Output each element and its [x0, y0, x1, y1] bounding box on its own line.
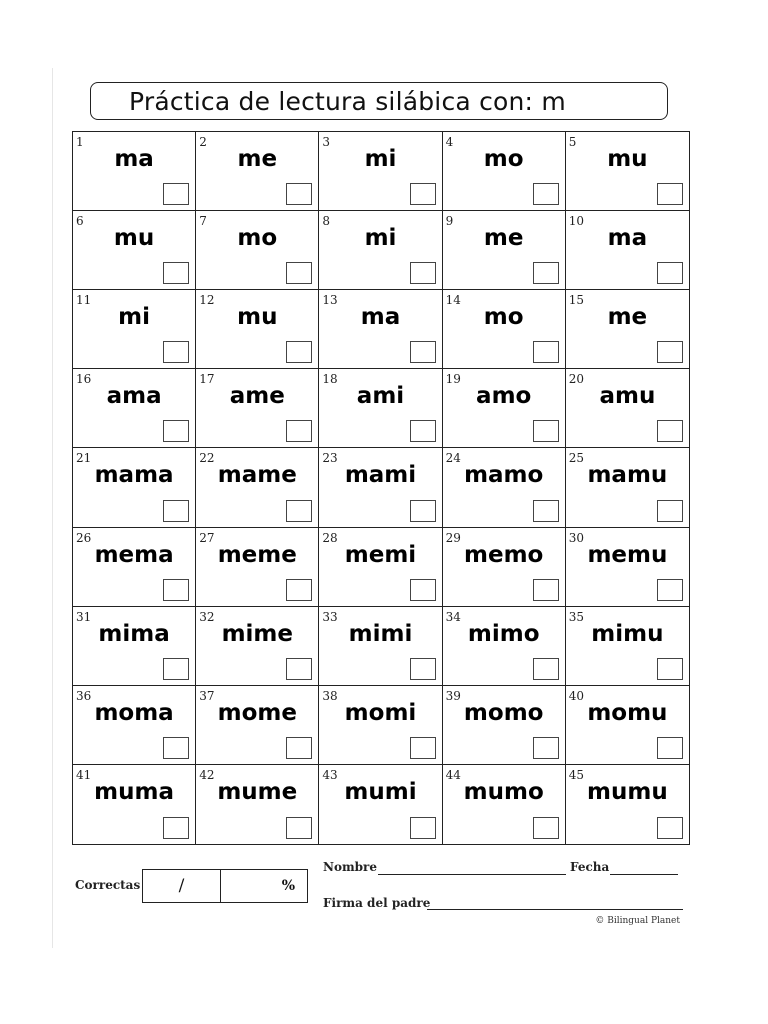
syllable-cell: [319, 448, 442, 527]
cell-number: 25: [568, 451, 585, 466]
checkbox[interactable]: [657, 658, 683, 680]
cell-syllable: mo: [237, 225, 278, 252]
score-count-field[interactable]: [143, 870, 221, 902]
cell-number: 27: [199, 530, 215, 545]
checkbox[interactable]: [533, 658, 559, 680]
nombre-label: Nombre: [323, 860, 378, 874]
page-title: Práctica de lectura silábica con: m: [129, 86, 566, 116]
cell-number: 2: [199, 135, 207, 149]
checkbox[interactable]: [286, 817, 312, 839]
cell-syllable: mumi: [344, 778, 417, 805]
cell-syllable: mo: [483, 146, 524, 172]
syllable-cell: [196, 290, 319, 369]
syllable-cell: [73, 132, 196, 211]
cell-syllable: mi: [118, 304, 151, 331]
checkbox[interactable]: [410, 817, 436, 839]
cell-number: 20: [568, 372, 585, 387]
score-percent: %: [281, 878, 295, 894]
checkbox[interactable]: [286, 500, 312, 522]
cell-syllable: amu: [599, 383, 656, 410]
cell-number: 22: [199, 451, 215, 466]
checkbox[interactable]: [410, 658, 436, 680]
cell-syllable: ma: [360, 304, 401, 331]
cell-number: 19: [445, 372, 461, 387]
cell-syllable: mi: [364, 225, 397, 252]
cell-syllable: mime: [221, 620, 293, 647]
syllable-cell: [196, 369, 319, 448]
fecha-line[interactable]: [610, 874, 678, 875]
checkbox[interactable]: [657, 817, 683, 839]
syllable-cell: [196, 686, 319, 765]
cell-number: 11: [76, 293, 92, 308]
cell-syllable: mu: [237, 304, 278, 331]
cell-syllable: mimi: [348, 620, 413, 647]
checkbox[interactable]: [657, 262, 683, 284]
cell-number: 12: [199, 293, 215, 308]
cell-syllable: mi: [364, 146, 397, 172]
syllable-cell: [566, 290, 689, 369]
cell-syllable: muma: [94, 778, 174, 805]
syllable-cell: [443, 686, 566, 765]
cell-number: 4: [445, 135, 454, 149]
syllable-cell: [443, 132, 566, 211]
syllable-cell: [319, 528, 442, 607]
cell-syllable: ma: [607, 225, 648, 252]
cell-syllable: mimo: [467, 620, 540, 647]
checkbox[interactable]: [533, 420, 559, 442]
cell-syllable: me: [237, 146, 278, 172]
score-percent-field[interactable]: [221, 870, 307, 902]
cell-number: 35: [568, 609, 585, 624]
checkbox[interactable]: [163, 341, 189, 363]
cell-syllable: mema: [94, 541, 174, 568]
checkbox[interactable]: [410, 737, 436, 759]
score-slash: /: [178, 876, 185, 896]
checkbox[interactable]: [286, 579, 312, 601]
syllable-cell: [566, 211, 689, 290]
cell-number: 16: [76, 372, 92, 387]
credit-text: © Bilingual Planet: [595, 916, 680, 926]
cell-number: 34: [445, 609, 461, 624]
cell-syllable: ami: [356, 383, 405, 410]
checkbox[interactable]: [533, 817, 559, 839]
syllable-grid: [72, 131, 690, 845]
syllable-cell: [319, 132, 442, 211]
syllable-cell: [73, 448, 196, 527]
syllable-cell: [443, 528, 566, 607]
syllable-cell: [443, 607, 566, 686]
correctas-label: Correctas: [75, 878, 141, 892]
cell-syllable: me: [483, 225, 524, 252]
cell-syllable: meme: [217, 541, 297, 568]
checkbox[interactable]: [533, 737, 559, 759]
cell-syllable: mumu: [587, 778, 668, 805]
checkbox[interactable]: [657, 341, 683, 363]
cell-number: 23: [322, 451, 338, 466]
cell-number: 39: [445, 688, 461, 703]
syllable-cell: [196, 132, 319, 211]
checkbox[interactable]: [533, 500, 559, 522]
cell-syllable: ame: [229, 383, 285, 410]
cell-number: 18: [322, 372, 338, 387]
cell-syllable: mumo: [463, 778, 544, 805]
cell-number: 32: [199, 609, 215, 624]
checkbox[interactable]: [533, 579, 559, 601]
cell-number: 21: [76, 451, 92, 466]
checkbox[interactable]: [657, 579, 683, 601]
syllable-cell: [73, 607, 196, 686]
checkbox[interactable]: [286, 737, 312, 759]
cell-number: 31: [76, 609, 92, 624]
cell-syllable: ama: [106, 383, 162, 410]
syllable-cell: [73, 686, 196, 765]
checkbox[interactable]: [163, 737, 189, 759]
cell-number: 5: [568, 135, 577, 149]
checkbox[interactable]: [286, 183, 312, 205]
cell-number: 44: [445, 767, 461, 782]
cell-number: 14: [445, 293, 461, 308]
cell-number: 9: [445, 214, 454, 229]
cell-syllable: mo: [483, 304, 524, 331]
checkbox[interactable]: [286, 420, 312, 442]
cell-syllable: ma: [114, 146, 154, 172]
cell-syllable: amo: [476, 383, 532, 410]
cell-number: 1: [76, 135, 84, 149]
checkbox[interactable]: [410, 341, 436, 363]
cell-number: 7: [199, 214, 207, 229]
syllable-cell: [443, 448, 566, 527]
checkbox[interactable]: [410, 579, 436, 601]
cell-number: 38: [322, 688, 338, 703]
syllable-cell: [196, 528, 319, 607]
score-box: [142, 869, 308, 903]
checkbox[interactable]: [286, 658, 312, 680]
syllable-cell: [319, 686, 442, 765]
cell-syllable: memo: [464, 541, 544, 568]
syllable-cell: [319, 211, 442, 290]
cell-number: 30: [568, 530, 585, 545]
syllable-cell: [196, 448, 319, 527]
checkbox[interactable]: [657, 737, 683, 759]
checkbox[interactable]: [657, 420, 683, 442]
cell-number: 28: [322, 530, 338, 545]
cell-syllable: mame: [217, 462, 297, 489]
checkbox[interactable]: [163, 579, 189, 601]
cell-number: 3: [322, 135, 331, 149]
checkbox[interactable]: [410, 500, 436, 522]
cell-syllable: mamu: [587, 462, 668, 489]
cell-number: 8: [322, 214, 331, 229]
nombre-line[interactable]: [378, 874, 566, 875]
checkbox[interactable]: [410, 183, 436, 205]
cell-number: 26: [76, 530, 92, 545]
syllable-cell: [566, 132, 689, 211]
page-edge-line: [52, 68, 53, 948]
checkbox[interactable]: [533, 183, 559, 205]
syllable-cell: [73, 528, 196, 607]
cell-number: 29: [445, 530, 461, 545]
syllable-cell: [196, 211, 319, 290]
checkbox[interactable]: [163, 262, 189, 284]
cell-number: 13: [322, 293, 338, 308]
checkbox[interactable]: [286, 262, 312, 284]
cell-number: 17: [199, 372, 215, 387]
checkbox[interactable]: [657, 183, 683, 205]
syllable-cell: [73, 211, 196, 290]
cell-syllable: me: [607, 304, 648, 331]
syllable-cell: [566, 686, 689, 765]
cell-syllable: mamo: [464, 462, 544, 489]
cell-syllable: memu: [587, 541, 668, 568]
firma-label: Firma del padre: [323, 896, 431, 910]
syllable-cell: [73, 290, 196, 369]
checkbox[interactable]: [410, 420, 436, 442]
syllable-cell: [319, 369, 442, 448]
syllable-cell: [566, 448, 689, 527]
cell-number: 10: [568, 214, 585, 229]
checkbox[interactable]: [163, 183, 189, 205]
syllable-cell: [566, 607, 689, 686]
syllable-cell: [566, 528, 689, 607]
syllable-cell: [73, 765, 196, 844]
cell-syllable: mima: [98, 620, 170, 647]
cell-syllable: mome: [217, 699, 297, 726]
checkbox[interactable]: [286, 341, 312, 363]
syllable-cell: [443, 211, 566, 290]
cell-number: 40: [568, 688, 585, 703]
fecha-label: Fecha: [570, 860, 610, 874]
cell-syllable: momi: [344, 699, 417, 726]
checkbox[interactable]: [533, 262, 559, 284]
checkbox[interactable]: [657, 500, 683, 522]
syllable-cell: [443, 369, 566, 448]
syllable-cell: [319, 607, 442, 686]
cell-number: 36: [76, 688, 92, 703]
checkbox[interactable]: [163, 420, 189, 442]
cell-syllable: mu: [607, 146, 648, 172]
cell-syllable: mama: [94, 462, 174, 489]
cell-number: 24: [445, 451, 461, 466]
cell-number: 45: [568, 767, 585, 782]
cell-number: 33: [322, 609, 338, 624]
firma-line[interactable]: [427, 909, 683, 910]
cell-syllable: mimu: [591, 620, 664, 647]
syllable-cell: [566, 369, 689, 448]
syllable-cell: [319, 765, 442, 844]
checkbox[interactable]: [163, 817, 189, 839]
cell-syllable: momu: [587, 699, 668, 726]
cell-number: 37: [199, 688, 215, 703]
checkbox[interactable]: [163, 500, 189, 522]
syllable-cell: [443, 765, 566, 844]
title-banner: [90, 82, 668, 120]
syllable-cell: [443, 290, 566, 369]
syllable-cell: [566, 765, 689, 844]
syllable-cell: [73, 369, 196, 448]
cell-syllable: mami: [344, 462, 417, 489]
cell-syllable: memi: [344, 541, 417, 568]
cell-syllable: momo: [463, 699, 544, 726]
cell-number: 42: [199, 767, 215, 782]
checkbox[interactable]: [533, 341, 559, 363]
syllable-cell: [196, 607, 319, 686]
cell-syllable: moma: [94, 699, 174, 726]
cell-syllable: mu: [113, 225, 155, 252]
syllable-cell: [196, 765, 319, 844]
cell-number: 15: [568, 293, 585, 308]
syllable-cell: [319, 290, 442, 369]
cell-number: 6: [76, 214, 84, 229]
cell-syllable: mume: [217, 778, 298, 805]
cell-number: 43: [322, 767, 338, 782]
cell-number: 41: [76, 767, 92, 782]
checkbox[interactable]: [163, 658, 189, 680]
checkbox[interactable]: [410, 262, 436, 284]
